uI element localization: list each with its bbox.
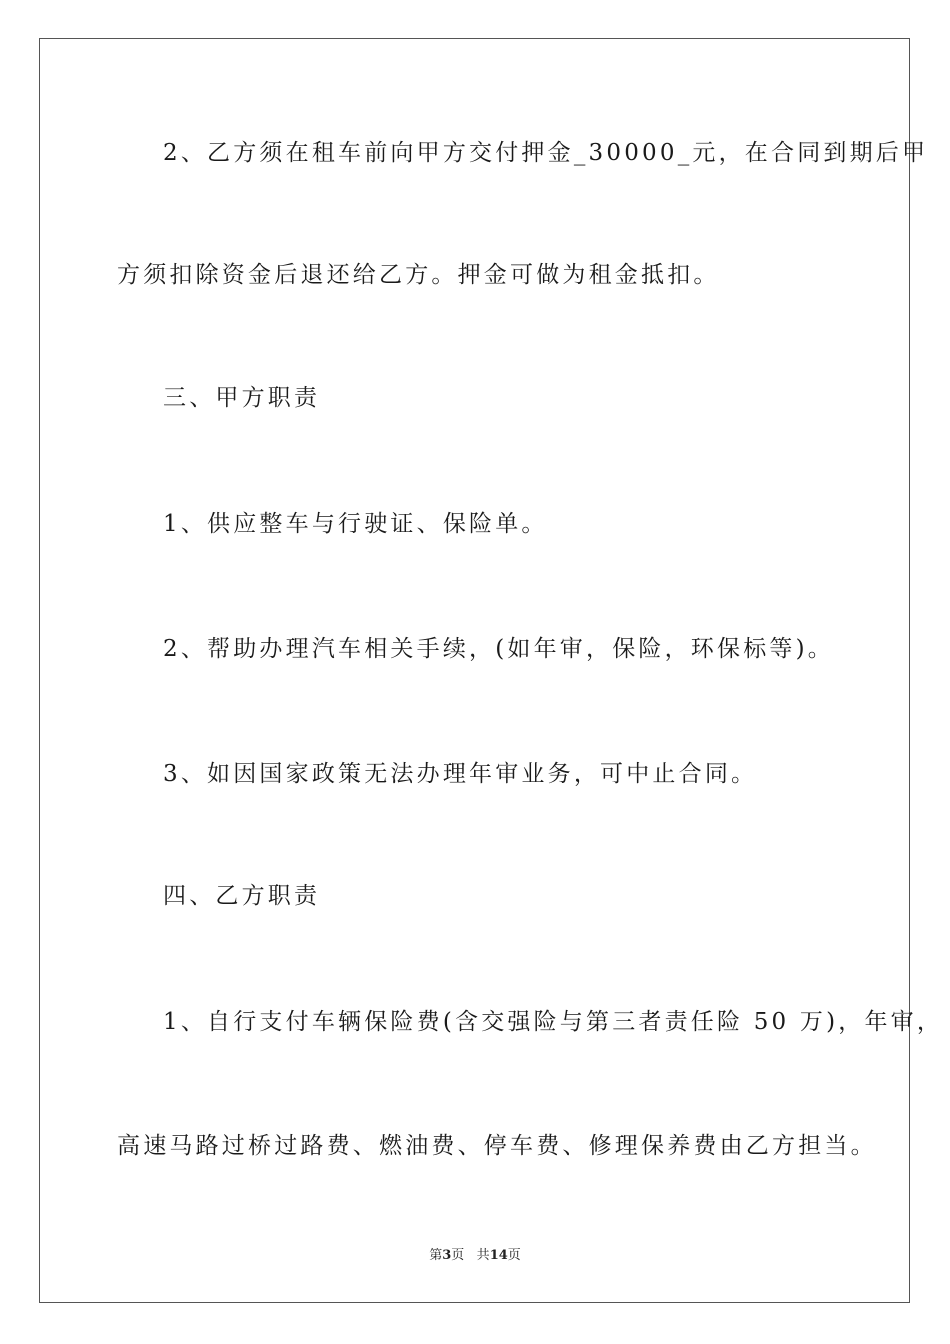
party-b-duty-1-line-1: 1、自行支付车辆保险费(含交强险与第三者责任险 50 万)，年审， — [163, 1009, 944, 1035]
page-number: 3 — [442, 1248, 452, 1263]
page-footer — [0, 1247, 950, 1265]
paragraph-deposit-line-2: 方须扣除资金后退还给乙方。押金可做为租金抵扣。 — [117, 262, 720, 288]
party-a-duty-3: 3、如因国家政策无法办理年审业务，可中止合同。 — [163, 761, 758, 787]
section-heading-party-b-duties: 四、乙方职责 — [163, 883, 321, 909]
paragraph-deposit-line-1: 2、乙方须在租车前向甲方交付押金_30000_元，在合同到期后甲 — [163, 140, 929, 166]
section-heading-party-a-duties: 三、甲方职责 — [163, 385, 321, 411]
page-number-prefix: 第 — [429, 1248, 443, 1263]
party-b-duty-1-line-2: 高速马路过桥过路费、燃油费、停车费、修理保养费由乙方担当。 — [117, 1133, 877, 1159]
party-a-duty-1: 1、供应整车与行驶证、保险单。 — [163, 511, 548, 537]
total-pages-prefix: 共 — [476, 1248, 490, 1263]
page-number-suffix: 页 — [451, 1248, 465, 1263]
page-border — [39, 38, 910, 1303]
party-a-duty-2: 2、帮助办理汽车相关手续，(如年审，保险，环保标等)。 — [163, 636, 834, 662]
total-pages: 14 — [489, 1248, 508, 1263]
total-pages-suffix: 页 — [507, 1248, 521, 1263]
